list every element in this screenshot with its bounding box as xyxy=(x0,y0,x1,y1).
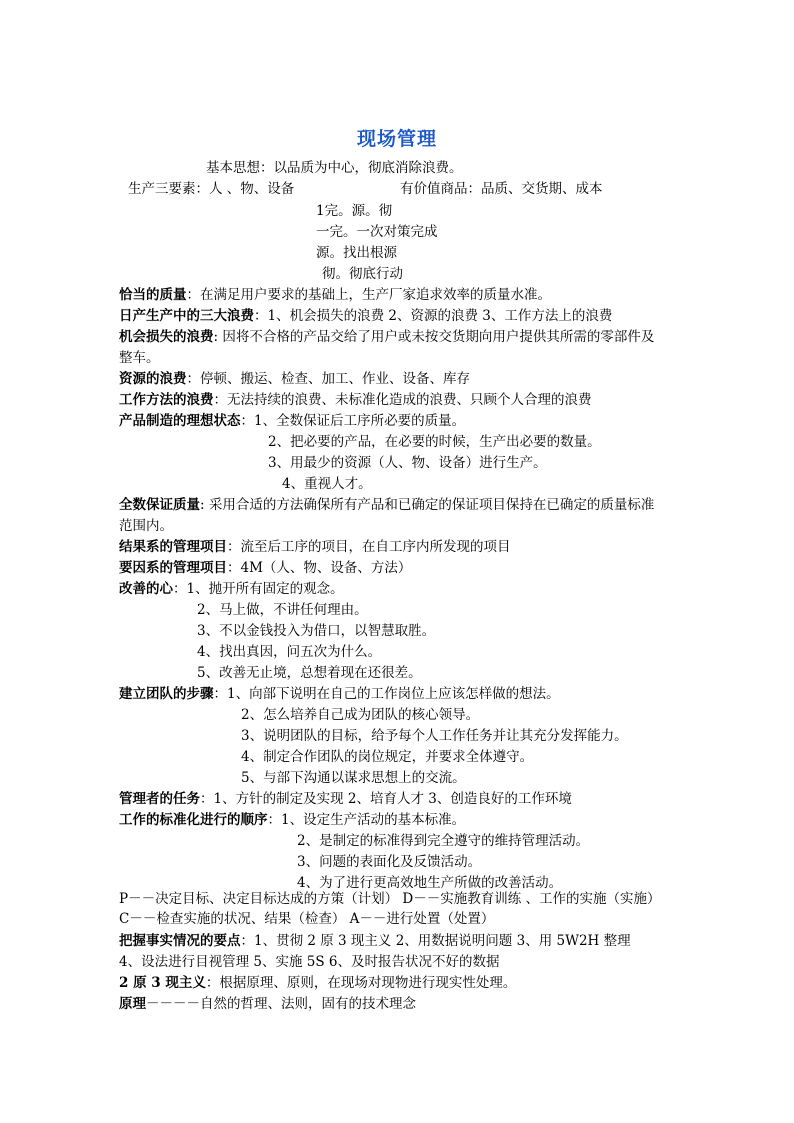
team-steps-line xyxy=(119,684,560,705)
method-waste-label: 工作方法的浪费 xyxy=(119,392,214,408)
team-steps-item-2: 2、怎么培养自己成为团队的核心领导。 xyxy=(241,707,480,723)
method-waste-text: ：无法持续的浪费、未标准化造成的浪费、只顾个人合理的浪费 xyxy=(213,392,592,408)
principle-line xyxy=(119,994,416,1015)
fact-points-label: 把握事实情况的要点 xyxy=(119,933,241,949)
three-elements: 生产三要素：人 、物、设备 xyxy=(128,181,295,197)
principle-label: 原理 xyxy=(119,996,146,1012)
full-guarantee-text: : 采用合适的方法确保所有产品和已确定的保证项目保持在已确定的质量标准 xyxy=(200,497,655,513)
quality-label: 恰当的质量 xyxy=(119,287,187,303)
two-three-label: 2 原 3 现主义 xyxy=(119,975,206,991)
result-items-label: 结果系的管理项目 xyxy=(119,539,227,555)
improve-mind-item-1: ：1、抛开所有固定的观念。 xyxy=(173,581,344,597)
improve-mind-label: 改善的心 xyxy=(119,581,173,597)
team-steps-label: 建立团队的步骤 xyxy=(119,686,214,702)
full-guarantee-line xyxy=(119,495,654,516)
team-steps-item-1: ：1、向部下说明在自己的工作岗位上应该怎样做的想法。 xyxy=(213,686,560,702)
principle-text: －－－－自然的哲理、法则，固有的技术理念 xyxy=(146,996,416,1012)
che-line-3: 源。找出根源 xyxy=(316,245,397,261)
improve-mind-item-3: 3、不以金钱投入为借口，以智慧取胜。 xyxy=(197,623,436,639)
cause-items-text: ：4M（人、物、设备、方法） xyxy=(227,560,412,576)
ideal-state-item-1: ：1、全数保证后工序所必要的质量。 xyxy=(240,413,466,429)
pdca-line-1: P－－决定目标、决定目标达成的方策（计划） D－－实施教育训练 、工作的实施（实施） xyxy=(119,891,661,907)
fact-points-text: ：1、贯彻 2 原 3 现主义 2、用数据说明问题 3、用 5W2H 整理 xyxy=(240,933,631,949)
chance-loss-text: : 因将不合格的产品交给了用户或未按交货期向用户提供其所需的零部件及 xyxy=(213,329,655,345)
standard-order-line xyxy=(119,810,465,831)
method-waste-line xyxy=(119,390,592,411)
quality-line xyxy=(119,285,551,306)
standard-order-item-4: 4、为了进行更高效地生产所做的改善活动。 xyxy=(297,875,563,891)
three-waste-text: ：1、机会损失的浪费 2、资源的浪费 3、工作方法上的浪费 xyxy=(254,308,613,324)
ideal-state-item-3: 3、用最少的资源（人、物、设备）进行生产。 xyxy=(268,455,547,471)
standard-order-label: 工作的标准化进行的顺序 xyxy=(119,812,268,828)
standard-order-item-3: 3、问题的表面化及反馈活动。 xyxy=(297,854,482,870)
three-waste-line xyxy=(119,306,612,327)
team-steps-item-5: 5、与部下沟通以谋求思想上的交流。 xyxy=(241,770,466,786)
full-guarantee-label: 全数保证质量 xyxy=(119,497,200,513)
che-line-4: 彻。彻底行动 xyxy=(322,266,403,282)
three-waste-label: 日产生产中的三大浪费 xyxy=(119,308,254,324)
two-three-text: ：根据原理、原则，在现场对现物进行现实性处理。 xyxy=(205,975,517,991)
manager-tasks-text: ：1、方针的制定及实现 2、培育人才 3、创造良好的工作环境 xyxy=(200,791,572,807)
team-steps-item-4: 4、制定合作团队的岗位规定，并要求全体遵守。 xyxy=(241,749,534,765)
page-title: 现场管理 xyxy=(356,128,437,150)
che-line-2: 一完。一次对策完成 xyxy=(316,224,438,240)
team-steps-item-3: 3、说明团队的目标，给予每个人工作任务并让其充分发挥能力。 xyxy=(241,728,628,744)
ideal-state-item-4: 4、重视人才。 xyxy=(282,476,372,492)
result-items-line xyxy=(119,537,511,558)
value-goods: 有价值商品：品质、交货期、成本 xyxy=(400,181,603,197)
resource-waste-text: ：停顿、搬运、检查、加工、作业、设备、库存 xyxy=(186,371,470,387)
chance-loss-cont: 整车。 xyxy=(119,350,160,366)
cause-items-label: 要因系的管理项目 xyxy=(119,560,227,576)
standard-order-item-1: ：1、设定生产活动的基本标准。 xyxy=(267,812,466,828)
chance-loss-line xyxy=(119,327,654,348)
manager-tasks-line xyxy=(119,789,572,810)
fact-points-cont: 4、设法进行目视管理 5、实施 5S 6、及时报告状况不好的数据 xyxy=(119,954,500,970)
improve-mind-item-2: 2、马上做，不讲任何理由。 xyxy=(197,602,368,618)
improve-mind-line xyxy=(119,579,344,600)
resource-waste-line xyxy=(119,369,470,390)
result-items-text: ：流至后工序的项目，在自工序内所发现的项目 xyxy=(227,539,511,555)
standard-order-item-2: 2、是制定的标准得到完全遵守的维持管理活动。 xyxy=(297,833,590,849)
improve-mind-item-4: 4、找出真因，问五次为什么。 xyxy=(197,644,382,660)
che-line-1: 1完。源。彻 xyxy=(316,203,393,219)
improve-mind-item-5: 5、改善无止境，总想着现在还很差。 xyxy=(197,665,422,681)
chance-loss-label: 机会损失的浪费 xyxy=(119,329,214,345)
ideal-state-line xyxy=(119,411,465,432)
manager-tasks-label: 管理者的任务 xyxy=(119,791,200,807)
pdca-line-2: C－－检查实施的状况、结果（检查） A－－进行处置（处置） xyxy=(119,911,495,927)
two-three-line xyxy=(119,973,516,994)
ideal-state-item-2: 2、把必要的产品，在必要的时候，生产出必要的数量。 xyxy=(268,434,601,450)
quality-text: ：在满足用户要求的基础上，生产厂家追求效率的质量水准。 xyxy=(186,287,551,303)
basic-thought: 基本思想：以品质为中心，彻底消除浪费。 xyxy=(206,160,463,176)
fact-points-line xyxy=(119,931,631,952)
ideal-state-label: 产品制造的理想状态 xyxy=(119,413,241,429)
full-guarantee-cont: 范围内。 xyxy=(119,518,173,534)
cause-items-line xyxy=(119,558,411,579)
resource-waste-label: 资源的浪费 xyxy=(119,371,187,387)
